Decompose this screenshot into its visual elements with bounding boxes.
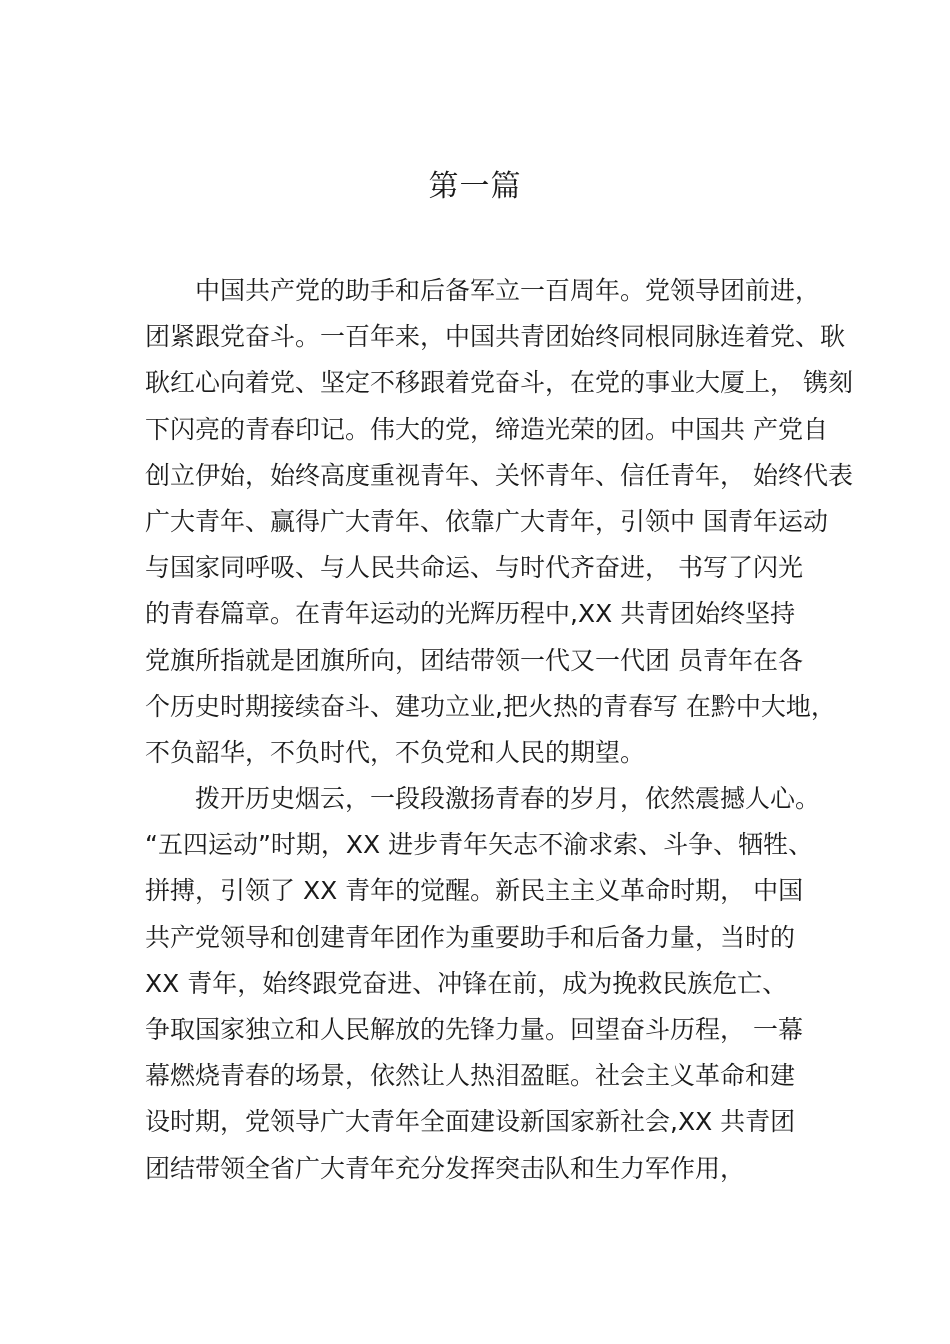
paragraph-2-line-5: XX 青年，始终跟党奋进、冲锋在前，成为挽救民族危亡、 [145, 968, 788, 998]
paragraph-1-line-10: 个历史时期接续奋斗、建功立业,把火热的青春写 在黔中大地， [145, 691, 836, 721]
paragraph-2-line-7: 幕燃烧青春的场景，依然让人热泪盈眶。社会主义革命和建 [145, 1061, 796, 1091]
paragraph-2-line-1: 拨开历史烟云，一段段激扬青春的岁月，依然震撼人心。 [195, 784, 821, 814]
paragraph-1-line-3: 耿红心向着党、坚定不移跟着党奋斗，在党的事业大厦上， 镌刻 [145, 368, 853, 398]
document-body [145, 268, 853, 1192]
paragraph-2-line-3: 拼搏，引领了 XX 青年的觉醒。新民主主义革命时期， 中国 [145, 876, 804, 906]
paragraph-1-line-6: 广大青年、赢得广大青年、依靠广大青年，引领中 国青年运动 [145, 506, 828, 536]
paragraph-1-line-7: 与国家同呼吸、与人民共命运、与时代齐奋进， 书写了闪光 [145, 553, 803, 583]
paragraph-1-line-5: 创立伊始，始终高度重视青年、关怀青年、信任青年， 始终代表 [145, 460, 853, 490]
paragraph-2-line-6: 争取国家独立和人民解放的先锋力量。回望奋斗历程， 一幕 [145, 1015, 803, 1044]
paragraph-1-line-2: 团紧跟党奋斗。一百年来，中国共青团始终同根同脉连着党、耿 [145, 322, 846, 352]
paragraph-1-line-8: 的青春篇章。在青年运动的光辉历程中,XX 共青团始终坚持 [145, 599, 796, 629]
paragraph-1-line-4: 下闪亮的青春印记。伟大的党，缔造光荣的团。中国共 产党自 [145, 414, 828, 444]
paragraph-1-line-1: 中国共产党的助手和后备军立一百周年。党领导团前进， [195, 276, 821, 305]
page-title: 第一篇 [428, 169, 522, 204]
paragraph-1-line-9: 党旗所指就是团旗所向，团结带领一代又一代团 员青年在各 [145, 645, 803, 675]
paragraph-2-line-8: 设时期，党领导广大青年全面建设新国家新社会,XX 共青团 [145, 1107, 796, 1137]
paragraph-1-line-11: 不负韶华，不负时代，不负党和人民的期望。 [145, 737, 646, 767]
paragraph-2-line-2: “五四运动”时期，XX 进步青年矢志不渝求索、斗争、牺牲、 [145, 830, 814, 860]
paragraph-2-line-9: 团结带领全省广大青年充分发挥突击队和生力军作用， [145, 1153, 746, 1183]
paragraph-2-line-4: 共产党领导和创建青年团作为重要助手和后备力量，当时的 [145, 922, 796, 952]
